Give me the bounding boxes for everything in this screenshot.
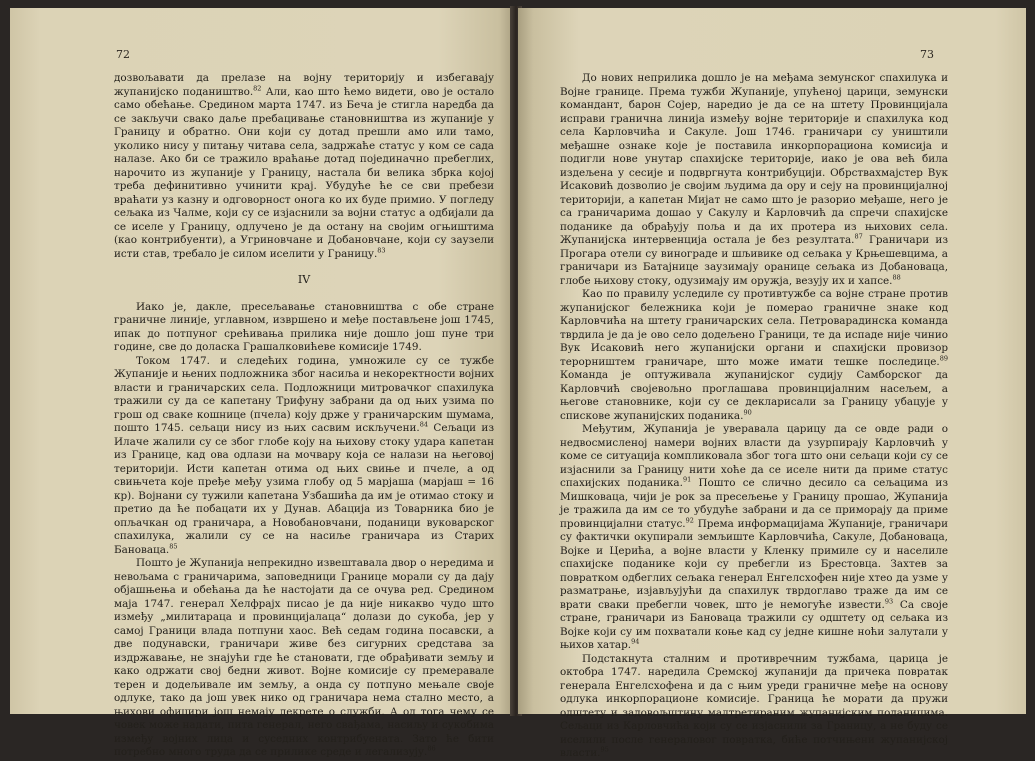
footnote-ref: 84 — [419, 420, 429, 429]
page-number: 73 — [920, 48, 934, 61]
left-page — [10, 8, 514, 758]
page-text — [560, 72, 948, 761]
page-number: 72 — [116, 48, 130, 61]
footnote-ref: 90 — [743, 408, 752, 417]
footnote-ref: 93 — [884, 597, 894, 606]
paragraph: Подстакнута сталним и противречним тужбама, царица је октобра 1747. наредила Сремској жупанији да причека повратак генерала Енгелсхофена и да с њим уреди граничне међе на основу одлука инкорпорационе комисије. Граница ће морати да пружи одштету и задовољштину малтретираним жупанијским поданицима. Сељаци из Карловчића који су се изјаснили за Границу, а не буду се иселили после генераловог повратка, биће потчињени жупанијској власти.$^{95}$ — [560, 652, 948, 759]
paragraph: Иако је, дакле, пресељавање становништва с обе стране граничне линије, углавном, извршено и међе постављене још 1745, ипак до потпуног срећивања прилика није дошло још пуне три године, све до доласка Грашалковићеве комисије 1749. — [114, 300, 494, 353]
footnote-ref: 91 — [682, 475, 692, 484]
page-text — [114, 72, 494, 760]
footnote-ref: 83 — [377, 246, 386, 255]
section-heading: IV — [297, 273, 311, 286]
footnote-ref: 87 — [854, 232, 863, 241]
footnote-ref: 94 — [631, 637, 640, 646]
paragraph: Током 1747. и следећих година, умножиле су се тужбе Жупаније и њених подложника због насиља и некоректности војних власти и граничарских села. Подложници митровачког спахилука тражили су да се капетану Трифуну забрани да од њих узима по грош од сваке кошнице (пчела) коју држе у граничарским шумама, пошто 1745. сељаци нису из њих сасвим искључени.$^{84}$ Сељаци из Илаче жалили су се због глобе коју на њихову стоку удара капетан из Границе, кад ова одлази на мочвару која се налази на његовој територији. Исти капетан отима од њих свиње и пчеле, а од свињчета које пређе међу узима глобу од 5 марјаша (марјаш = 16 кр). Војнани су тужили капетана Узбашића да им је отимао стоку и претио да ће побацати их у Дунав. Абација из Товарника био је опљачкан од граничара, а Новобановчани, поданици вуковарског спахилука, жалили су се на насиље граничара из Старих Бановаца.$^{85}$ — [114, 354, 494, 556]
footnote-ref: 82 — [253, 84, 262, 93]
footnote-ref: 92 — [685, 516, 694, 525]
paragraph: Као по правилу уследиле су противтужбе са војне стране против жупанијског бележника који је померао граничне знаке код Карловчића на штету граничарских села. Петроварадинска команда тврдила је да је ово село додељено Граници, те да испаде није чинио Вук Исаковић него жупанијски органи и спахијски провизор терорништем граничаре, што може имати тешке последице.$^{89}$ Команда је оптуживала жупанијског судију Самборског да Карловчић својевољно проглашава провинцијалним насељем, а његове становнике, који су се декларисали за Границу убацује у спискове жупанијских поданика.$^{90}$ — [560, 288, 948, 422]
footnote-ref: 86 — [427, 744, 436, 753]
footnote-ref: 89 — [939, 354, 948, 363]
footnote-ref: 88 — [892, 273, 901, 282]
paragraph: Пошто је Жупанија непрекидно извештавала двор о нередима и невољама с граничарима, заповедници Границе морали су да дају објашњења и обећања да ће настојати да се очува ред. Средином маја 1747. генерал Хелфрајх писао је да није никакво чудо што између „милитараца и провинцијалаца“ долази до сукоба, јер у самој Граници влада потпуни хаос. Већ седам година посавски, а две подунавски, граничари живе без сигурних средстава за издржавање, не знајући где ће становати, где обрађивати земљу и како одржати свој бедни живот. Војне комисије су премеравале терен и додељивале им земљу, а онда су потпуно мењале своје одлуке, тако да још увек нико од граничара нема стално место, а њихови официри још немају декрете о служби. А од тога чему се човек може надати, пита генерал, него свађама, насиљу и сукобима између војних лица и суседних контрибуената. Зато ће бити потребно много труда да се прилике среде и легализују.$^{86}$ — [114, 557, 494, 758]
footnote-ref: 95 — [600, 745, 609, 754]
paragraph: Међутим, Жупанија је уверавала царицу да се овде ради о недвосмисленој намери војних власти да узурпирају Карловчић у коме се ситуација компликовала због тога што они сељаци који су се изјаснили за Границу нити хоће да се иселе нити да приме статус спахијских поданика.$^{91}$ Пошто се слично десило са сељацима из Мишковаца, чији је рок за пресељење у Границу прошао, Жупанија је тражила да им се то убудуће забрани и да се приморају да приме провинцијални статус.$^{92}$ Према информацијама Жупаније, граничари су фактички окупирали земљиште Карловчића, Сакуле, Добановаца, Војке и Церића, а војне власти у Кленку примиле су и населиле спахијске поданике који су пребегли из Брестовца. Захтев за повратком одбеглих сељака генерал Енгелсхофен није хтео да узме у разматрање, изјављујући да спахилук тврдоглаво траже да им се врати сваки пребегли човек, што је немогуће извести.$^{93}$ Са своје стране, граничари из Бановаца тражили су одштету од сељака из Војке који су им похватали коње кад су једне кишне ноћи залутали у њихов хатар.$^{94}$ — [560, 423, 949, 651]
footnote-ref: 85 — [169, 542, 178, 551]
paragraph: дозвољавати да прелазе на војну територију и избегавају жупанијско подаништво.$^{82}$ Али, као што ћемо видети, ово је остало само обећање. Средином марта 1747. из Беча је стигла наредба да се закључи свако даље пребацивање становништва из жупаније у Границу и обратно. Они који су дотад прешли амо или тамо, уколико нису у питању читава села, задржаће статус у ком се сада налазе. Ако би се тражило враћање дотад појединачно пребеглих, нарочито из жупаније у Границу, настала би велика збрка којој треба дефинитивно учинити крај. Убудуће ће се сви пребези враћати уз казну и одговорност онога ко их буде примио. У погледу сељака из Чалме, који су се изјаснили за војни статус а одбијали да се иселе у Границу, одлучено је да остану на својим огњиштима (као контрибуенти), а Угриновчане и Добановчане, који су заузели исти став, требало је силом иселити у Границу.$^{83}$ — [114, 72, 494, 260]
paragraph: До нових неприлика дошло је на међама земунског спахилука и Војне границе. Према тужби Жупаније, упућеној царици, земунски командант, барон Сојер, наредио је да се на штету Провинцијала исправи гранична линија између војне територије и спахилука код села Карловчића и Сакуле. Још 1746. граничари су уништили међашне ознаке које је поставила инкорпорациона комисија и подигли нове унутар спахијске територије, иако је ова већ била издељена у сесије и подвргнута контрибуцији. Обрствахмајстер Вук Исаковић дозволио је својим људима да ору и сеју на провинцијалној територији, а капетан Мијат не само што је разорио међаше, него је са граничарима дошао у Сакулу и Карловчић да спречи спахијске поданике да обрађују поља и да их протера из њихових села. Жупанијска интервенција остала је без резултата.$^{87}$ Граничари из Прогара отели су винограде и шљивике од сељака у Крњешевцима, а граничари из Батајнице заузимају оранице сељака из Добановаца, глобе њихову стоку, одузимају им оружја, везују их и хапсе.$^{88}$ — [560, 72, 949, 287]
right-page — [518, 8, 1026, 759]
